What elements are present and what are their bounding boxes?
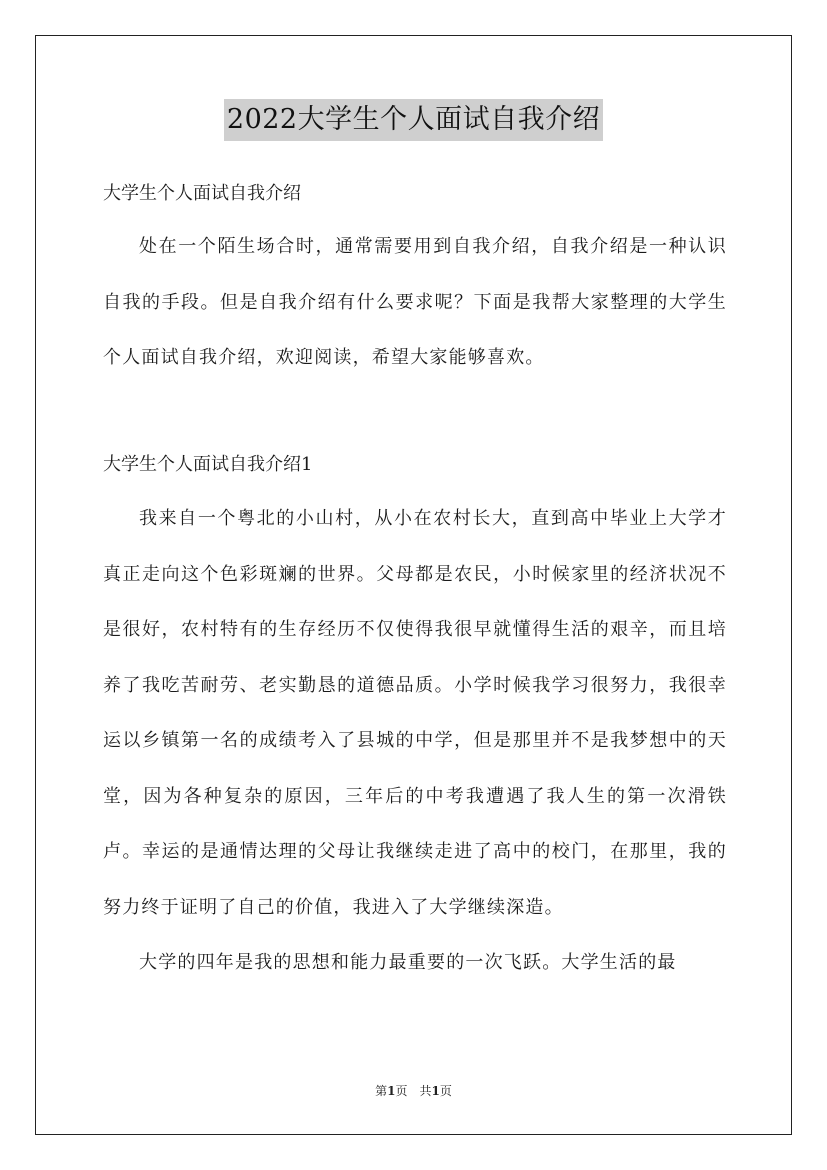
footer-label: 第 — [375, 1084, 388, 1098]
intro-paragraph: 处在一个陌生场合时，通常需要用到自我介绍，自我介绍是一种认识自我的手段。但是自我介绍有什么要求呢？下面是我帮大家整理的大学生个人面试自我介绍，欢迎阅读，希望大家能够喜欢。 — [103, 236, 727, 368]
footer-label: 页 — [439, 1084, 452, 1098]
document-title: 2022大学生个人面试自我介绍 — [224, 99, 603, 141]
footer-page-current: 1 — [387, 1084, 396, 1098]
footer-page-total: 1 — [431, 1084, 440, 1098]
section-body — [103, 491, 727, 991]
page-footer — [0, 1082, 827, 1099]
section-heading: 大学生个人面试自我介绍1 — [103, 454, 313, 475]
intro-block — [103, 219, 727, 386]
section-paragraph: 我来自一个粤北的小山村，从小在农村长大，直到高中毕业上大学才真正走向这个色彩斑斓的世界。父母都是农民，小时候家里的经济状况不是很好，农村特有的生存经历不仅使得我很早就懂得生活的艰辛，而且培养了我吃苦耐劳、老实勤恳的道德品质。小学时候我学习很努力，我很幸运以乡镇第一名的成绩考入了县城的中学，但是那里并不是我梦想中的天堂，因为各种复杂的原因，三年后的中考我遭遇了我人生的第一次滑铁卢。幸运的是通情达理的父母让我继续走进了高中的校门，在那里，我的努力终于证明了自己的价值，我进入了大学继续深造。 — [103, 508, 727, 918]
document-subtitle: 大学生个人面试自我介绍 — [103, 183, 301, 204]
title-wrap — [0, 99, 827, 141]
section-paragraph: 大学的四年是我的思想和能力最重要的一次飞跃。大学生活的最 — [139, 952, 677, 973]
footer-label: 页 共 — [395, 1084, 432, 1098]
